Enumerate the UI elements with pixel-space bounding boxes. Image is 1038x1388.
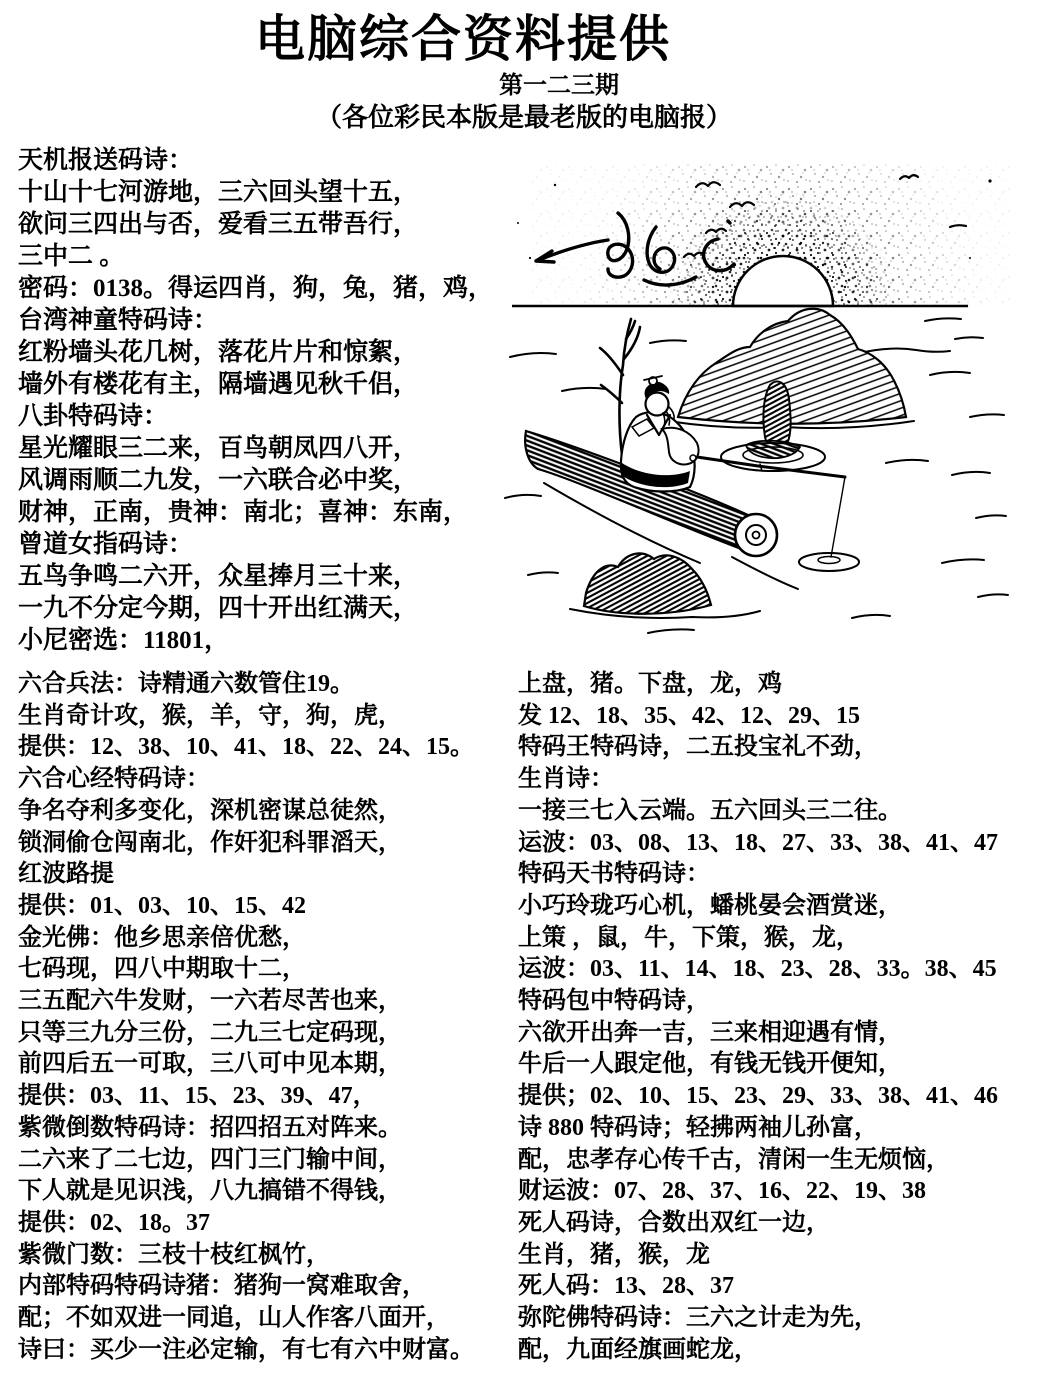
poem-line: 紫微门数：三枝十枝红枫竹， xyxy=(18,1241,330,1268)
poem-line: 一接三七入云端。五六回头三二往。 xyxy=(518,797,902,824)
poem-line: 财神，正南，贵神：南北；喜神：东南， xyxy=(18,499,469,526)
two-column-section xyxy=(0,669,1038,1366)
poem-line: 六合兵法：诗精通六数管住19。 xyxy=(18,671,354,697)
poem-line: 上策 ，鼠，牛，下策，猴，龙， xyxy=(518,924,860,951)
poem-line: 死人码：13、28、37 xyxy=(518,1273,734,1300)
poem-line: 三中二 。 xyxy=(18,243,125,270)
poem-line: 七码现，四八中期取十二， xyxy=(18,956,306,983)
poem-line: 生肖诗： xyxy=(518,766,614,793)
top-section xyxy=(0,145,1038,657)
poem-line: 天机报送码诗： xyxy=(18,147,194,174)
poem-line: 三五配六牛发财，一六若尽苦也来， xyxy=(18,988,402,1015)
poem-line: 提供：03、11、15、23、39、47， xyxy=(18,1083,377,1110)
poem-line: 牛后一人跟定他，有钱无钱开便知， xyxy=(518,1051,902,1078)
poem-line: 台湾神童特码诗： xyxy=(18,307,219,334)
poem-line: 提供：01、03、10、15、42 xyxy=(18,892,306,919)
poem-line: 生肖奇计攻，猴，羊，守，狗，虎， xyxy=(18,702,402,729)
poem-line: 星光耀眼三二来，百鸟朝凤四八开， xyxy=(18,435,419,462)
poem-line: 运波：03、08、13、18、27、33、38、41、47 xyxy=(518,829,998,856)
poem-line: 死人码诗，合数出双红一边， xyxy=(518,1209,830,1236)
poem-line: 小巧玲珑巧心机，蟠桃晏会酒赏迷， xyxy=(518,892,902,919)
poem-line: 曾道女指码诗： xyxy=(18,531,194,558)
poem-line: 八卦特码诗： xyxy=(18,403,169,430)
poem-line: 特码包中特码诗， xyxy=(518,988,710,1015)
poem-line: 运波：03、11、14、18、23、28、33。38、45 xyxy=(518,956,997,983)
illustration-svg xyxy=(500,163,1015,648)
poem-line: 墙外有楼花有主，隔墙遇见秋千侣， xyxy=(18,371,419,398)
poem-line: 争名夺利多变化，深机密谋总徒然， xyxy=(18,797,402,824)
poem-line: 诗 880 特码诗；轻拂两袖儿孙富， xyxy=(518,1114,878,1141)
float-ripples xyxy=(799,553,859,571)
poem-line: 红波路提 xyxy=(18,861,114,888)
subtitle-note: （各位彩民本版是最老版的电脑报） xyxy=(315,103,732,132)
poem-line: 提供：02、18。37 xyxy=(18,1209,210,1236)
poem-line: 小尼密选：11801， xyxy=(18,627,230,654)
poem-line: 弥陀佛特码诗：三六之计走为先， xyxy=(518,1305,878,1332)
page-title: 电脑综合资料提供 xyxy=(255,10,671,68)
poem-line: 六欲开出奔一吉，三来相迎遇有情， xyxy=(518,1019,902,1046)
poem-line: 锁洞偷仓闯南北，作奸犯科罪滔天， xyxy=(18,829,402,856)
poem-line: 十山十七河游地，三六回头望十五， xyxy=(18,179,419,206)
poem-line: 欲问三四出与否，爱看三五带吾行， xyxy=(18,211,419,238)
poem-line: 一九不分定今期，四十开出红满天， xyxy=(18,595,419,622)
poem-line: 生肖，猪，猴，龙 xyxy=(518,1241,710,1268)
poem-line: 红粉墙头花几树，落花片片和惊絮， xyxy=(18,339,419,366)
poem-line: 财运波：07、28、37、16、22、19、38 xyxy=(518,1178,926,1205)
poem-line: 五鸟争鸣二六开，众星捧月三十来， xyxy=(18,563,419,590)
poem-line: 提供；02、10、15、23、29、33、38、41、46 xyxy=(518,1083,998,1110)
poem-line: 前四后五一可取，三八可中见本期， xyxy=(18,1051,402,1078)
poem-line: 配，忠孝存心传千古，清闲一生无烦恼， xyxy=(518,1146,950,1173)
issue-number: 第一二三期 xyxy=(499,73,619,99)
poem-line: 配；不如双进一同追，山人作客八面开， xyxy=(18,1305,450,1332)
poem-line: 特码天书特码诗： xyxy=(518,861,710,888)
poem-line: 配，九面经旗画蛇龙， xyxy=(518,1336,758,1363)
poem-line: 紫微倒数特码诗：招四招五对阵来。 xyxy=(18,1114,402,1141)
poem-line: 上盘，猪。下盘，龙，鸡 xyxy=(518,671,782,697)
poem-line: 诗曰：买少一注必定输，有七有六中财富。 xyxy=(18,1336,474,1363)
poem-line: 金光佛：他乡思亲倍优愁， xyxy=(18,924,306,951)
poem-line: 发 12、18、35、42、12、29、15 xyxy=(518,702,860,729)
poem-line: 内部特码特码诗猪：猪狗一窝难取舍， xyxy=(18,1273,426,1300)
right-column xyxy=(515,669,1038,1366)
illustration-fisherman-sunrise xyxy=(500,163,1015,648)
poem-line: 下人就是见识浅，八九搞错不得钱， xyxy=(18,1178,402,1205)
poem-line: 二六来了二七边，四门三门输中间， xyxy=(18,1146,402,1173)
poem-line: 风调雨顺二九发，一六联合必中奖， xyxy=(18,467,419,494)
left-column xyxy=(18,669,515,1366)
poem-line: 特码王特码诗，二五投宝礼不劲， xyxy=(518,734,878,761)
rocks xyxy=(570,553,760,618)
poem-line: 六合心经特码诗： xyxy=(18,766,210,793)
poem-line: 提供：12、38、10、41、18、22、24、15。 xyxy=(18,734,474,761)
poem-line: 只等三九分三份，二九三七定码现， xyxy=(18,1019,402,1046)
page-header xyxy=(0,0,1038,133)
poem-line: 密码：0138。得运四肖，狗，兔，猪，鸡， xyxy=(18,275,494,302)
